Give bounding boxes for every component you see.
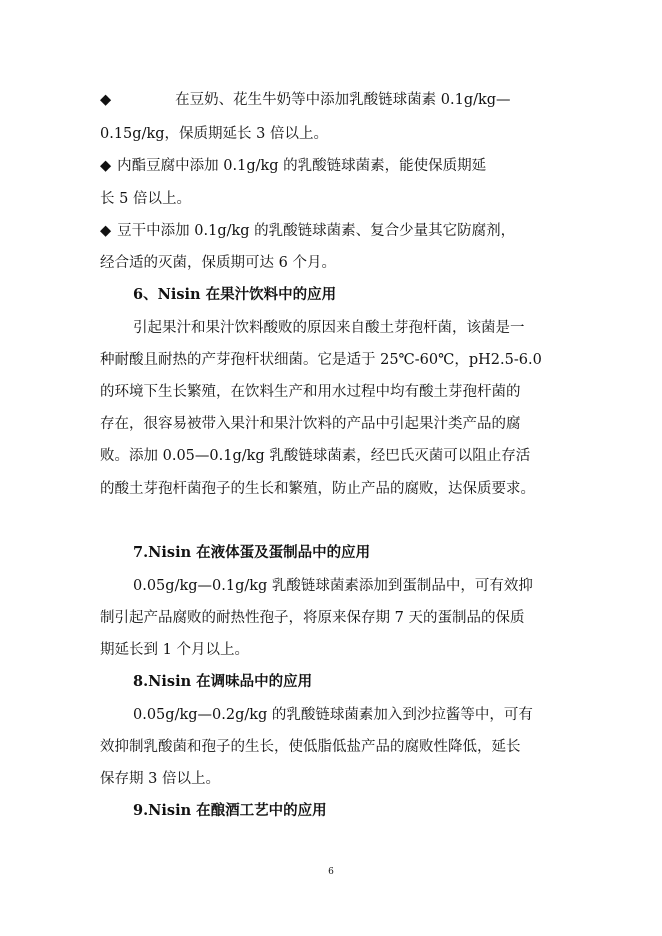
section-heading-7: 7.Nisin 在液体蛋及蛋制品中的应用 [133,544,371,561]
paragraph-text: 制引起产品腐败的耐热性孢子，将原来保存期 7 天的蛋制品的保质 [100,610,525,626]
paragraph-text: 的酸土芽孢杆菌孢子的生长和繁殖，防止产品的腐败，达保质要求。 [100,481,535,497]
paragraph-text: 期延长到 1 个月以上。 [100,642,249,658]
paragraph-text: 存在，很容易被带入果汁和果汁饮料的产品中引起果汁类产品的腐 [100,416,521,432]
section-heading-9: 9.Nisin 在酿酒工艺中的应用 [133,802,327,819]
text-line-12 [100,443,570,469]
section-heading-8: 8.Nisin 在调味品中的应用 [133,673,313,690]
paragraph-text: 种耐酸且耐热的产芽孢杆状细菌。它是适于 25℃-60℃，pH2.5-6.0 [100,352,542,368]
text-line-15 [133,573,570,599]
diamond-bullet-icon: ◆ [100,158,112,174]
paragraph-text: 豆干中添加 0.1g/kg 的乳酸链球菌素、复合少量其它防腐剂， [117,223,516,239]
text-line-20 [100,734,570,760]
paragraph-text: 在豆奶、花生牛奶等中添加乳酸链球菌素 0.1g/kg— [175,92,511,108]
bullet-line-1 [100,87,570,113]
text-line-4 [100,186,570,212]
paragraph-text: 败。添加 0.05—0.1g/kg 乳酸链球菌素，经巴氏灭菌可以阻止存活 [100,448,531,464]
bullet-line-5 [100,218,570,244]
text-line-19 [133,702,570,728]
text-line-13 [100,476,570,502]
paragraph-text: 经合适的灭菌，保质期可达 6 个月。 [100,255,336,271]
paragraph-text: 保存期 3 倍以上。 [100,771,220,787]
bullet-line-3 [100,153,570,179]
page-number: 6 [328,867,334,877]
text-line-11 [100,411,570,437]
text-line-16 [100,605,570,631]
text-line-6 [100,250,570,276]
diamond-bullet-icon: ◆ [100,92,112,108]
paragraph-text: 内酯豆腐中添加 0.1g/kg 的乳酸链球菌素，能使保质期延 [117,158,487,174]
text-line-10 [100,379,570,405]
text-line-9 [100,347,570,373]
section-heading-6: 6、Nisin 在果汁饮料中的应用 [133,286,337,303]
diamond-bullet-icon: ◆ [100,223,112,239]
text-line-17 [100,637,570,663]
text-line-2 [100,121,570,147]
text-line-8 [133,315,570,341]
paragraph-text: 效抑制乳酸菌和孢子的生长，使低脂低盐产品的腐败性降低，延长 [100,739,521,755]
paragraph-text: 0.15g/kg，保质期延长 3 倍以上。 [100,126,328,142]
paragraph-text: 长 5 倍以上。 [100,191,191,207]
paragraph-text: 0.05g/kg—0.2g/kg 的乳酸链球菌素加入到沙拉酱等中，可有 [133,707,533,723]
text-line-21 [100,766,570,792]
paragraph-text: 的环境下生长繁殖，在饮料生产和用水过程中均有酸土芽孢杆菌的 [100,384,521,400]
paragraph-text: 引起果汁和果汁饮料酸败的原因来自酸土芽孢杆菌，该菌是一 [133,320,525,336]
paragraph-text: 0.05g/kg—0.1g/kg 乳酸链球菌素添加到蛋制品中，可有效抑 [133,578,533,594]
